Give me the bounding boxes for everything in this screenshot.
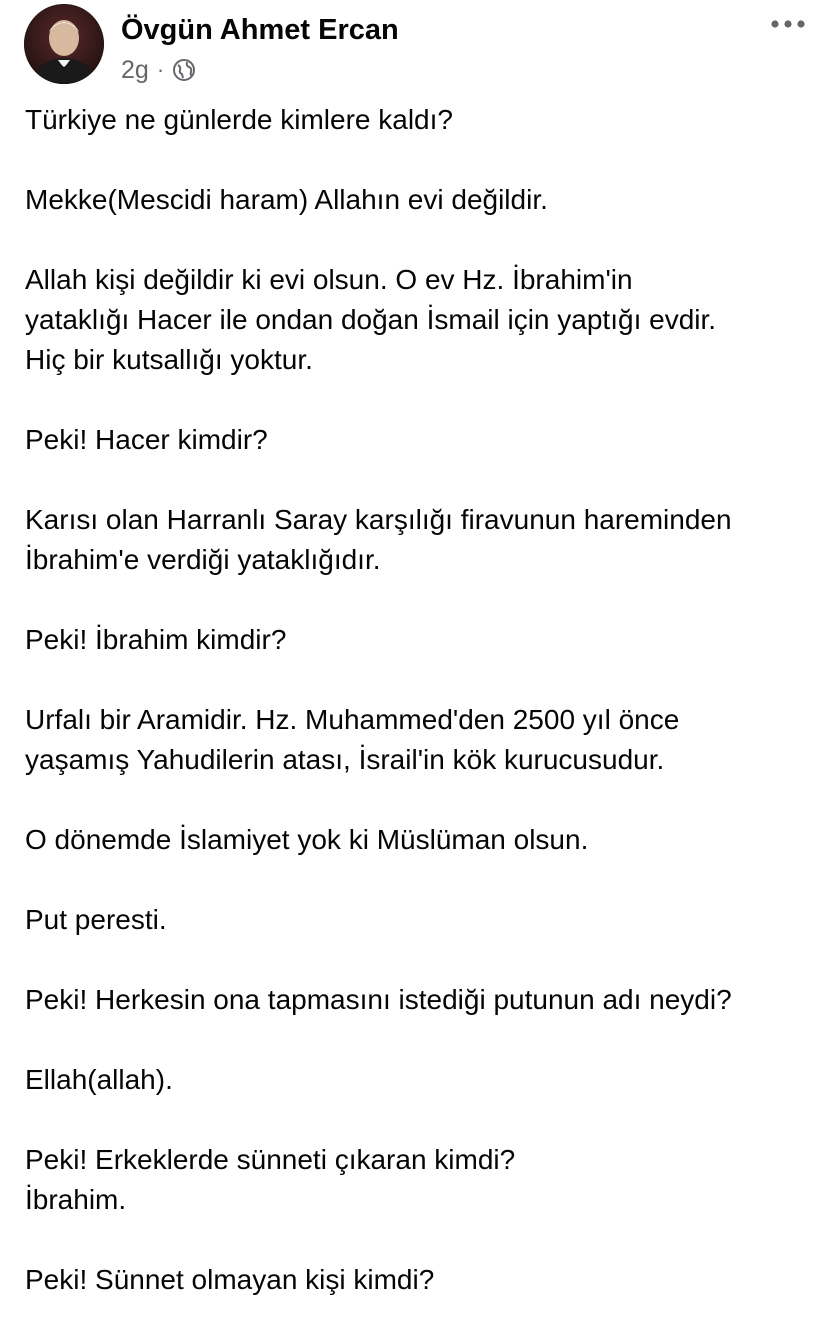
avatar-image (24, 4, 104, 84)
post-text-line: Türkiye ne günlerde kimlere kaldı? (25, 104, 453, 135)
post-paragraph (25, 100, 815, 140)
post-paragraph (25, 1140, 815, 1220)
post-text-line: Peki! Sünnet olmayan kişi kimdi? (25, 1264, 435, 1295)
post-time[interactable]: 2g (121, 55, 149, 84)
post-header (0, 0, 828, 96)
post-paragraph (25, 420, 815, 460)
post-text-line: Allah kişi değildir ki evi olsun. O ev Hz. İbrahim'in (25, 264, 633, 295)
post-text-line: O dönemde İslamiyet yok ki Müslüman olsun. (25, 824, 589, 855)
post-paragraph (25, 1260, 815, 1300)
more-options-button[interactable] (766, 10, 810, 38)
post-text-line: Peki! Erkeklerde sünneti çıkaran kimdi? (25, 1144, 516, 1175)
post-paragraph (25, 980, 815, 1020)
post-paragraph (25, 500, 815, 580)
post-text-line: Peki! Herkesin ona tapmasını istediği putunun adı neydi? (25, 984, 732, 1015)
post-text-line: Karısı olan Harranlı Saray karşılığı firavunun hareminden (25, 504, 732, 535)
post-text-line: Put peresti. (25, 904, 167, 935)
post-paragraph (25, 1060, 815, 1100)
post-paragraph (25, 180, 815, 220)
globe-icon (172, 58, 196, 82)
post-text (25, 100, 815, 1340)
avatar[interactable] (24, 4, 104, 84)
post-text-line: yataklığı Hacer ile ondan doğan İsmail için yaptığı evdir. (25, 304, 717, 335)
post-text-line: Ellah(allah). (25, 1064, 173, 1095)
author-name[interactable]: Övgün Ahmet Ercan (121, 14, 399, 46)
post-text-line: yaşamış Yahudilerin atası, İsrail'in kök kurucusudur. (25, 744, 665, 775)
post-text-line: Hiç bir kutsallığı yoktur. (25, 344, 313, 375)
post-text-line: Peki! İbrahim kimdir? (25, 624, 287, 655)
post-paragraph (25, 820, 815, 860)
post-paragraph (25, 700, 815, 780)
post-meta (121, 54, 196, 86)
post-text-line: Peki! Hacer kimdir? (25, 424, 268, 455)
post-paragraph (25, 260, 815, 380)
post-text-line: Mekke(Mescidi haram) Allahın evi değildir. (25, 184, 548, 215)
meta-separator: · (156, 57, 165, 82)
more-dots-icon (770, 19, 806, 29)
post-text-line: İbrahim. (25, 1184, 127, 1215)
post-paragraph (25, 900, 815, 940)
post-text-line: İbrahim'e verdiği yataklığıdır. (25, 544, 381, 575)
post-paragraph (25, 620, 815, 660)
post-text-line: Urfalı bir Aramidir. Hz. Muhammed'den 2500 yıl önce (25, 704, 680, 735)
